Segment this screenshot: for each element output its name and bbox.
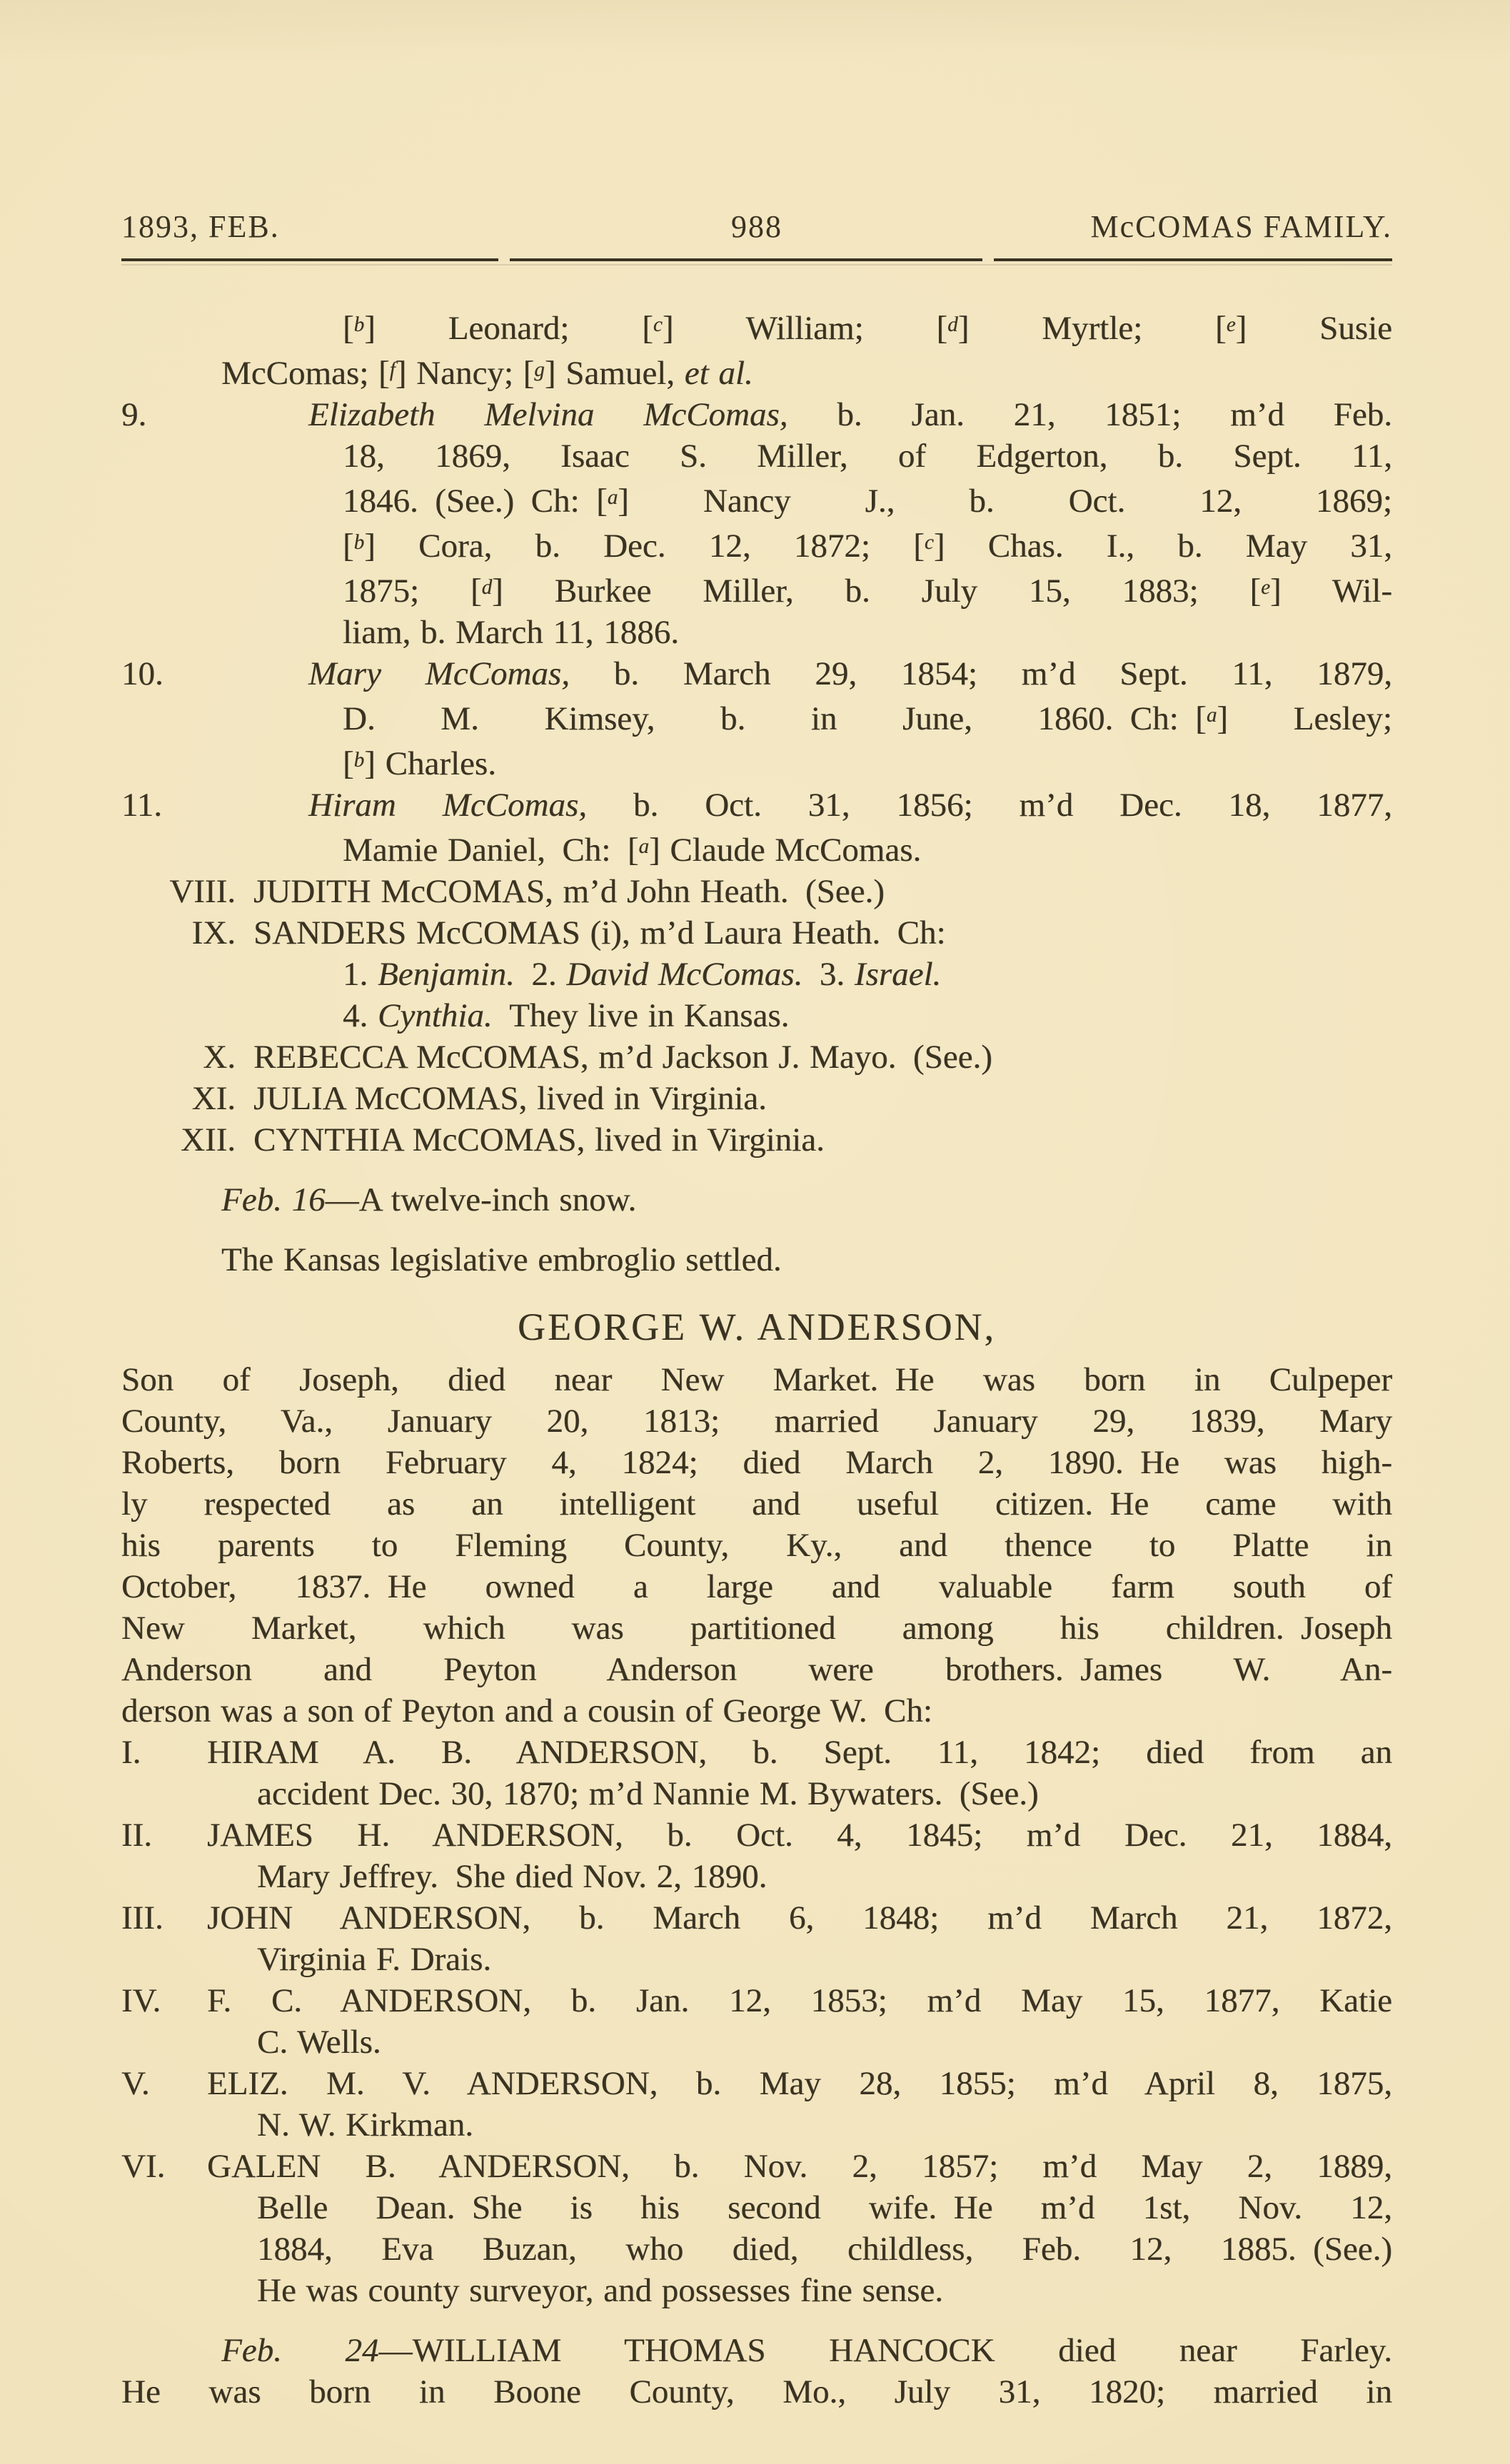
text-run: Virginia F. Drais. xyxy=(257,1941,492,1978)
text-run: liam, b. March 11, 1886. xyxy=(343,614,679,651)
text-run: ] Claude McComas. xyxy=(649,832,922,869)
text-run: 1875; [ xyxy=(343,572,482,610)
text-run: 1846. (See.) Ch: [ xyxy=(343,483,608,520)
text-run: ] Samuel, xyxy=(544,355,685,392)
text-run: [ xyxy=(343,310,354,347)
text-run: McComas; [ xyxy=(221,355,390,392)
section-heading-line xyxy=(121,1302,1392,1352)
entry-label: XII. xyxy=(181,1121,236,1158)
child-letter-superscript: e xyxy=(1261,576,1271,599)
page-number: 988 xyxy=(731,209,782,244)
entry-label: II. xyxy=(121,1817,153,1854)
text-run: ] Nancy; [ xyxy=(395,355,535,392)
entry-i-line xyxy=(121,1773,1392,1814)
text-run: JAMES H. ANDERSON, b. Oct. 4, 1845; m’d Dec. 21, 1884, xyxy=(207,1817,1392,1854)
entry-11-line xyxy=(121,826,1392,871)
text-run: ] Nancy J., b. Oct. 12, 1869; xyxy=(618,483,1392,520)
entry-9-line xyxy=(121,394,1392,435)
child-letter-superscript: d xyxy=(481,576,493,599)
para-george-line xyxy=(121,1566,1392,1607)
text-run: Cynthia. xyxy=(378,997,493,1034)
entry-iv-line xyxy=(121,2021,1392,2063)
text-run: They live in Kansas. xyxy=(492,997,790,1034)
para-george xyxy=(121,1359,1392,1732)
child-letter-superscript: c xyxy=(653,313,663,336)
text-run: et al. xyxy=(684,355,753,392)
entry-9-line xyxy=(121,522,1392,567)
section-heading xyxy=(121,1302,1392,1352)
text-run: David McComas. xyxy=(566,956,803,993)
note-kansas xyxy=(121,1239,1392,1281)
text-run: —WILLIAM THOMAS HANCOCK died near Farley. xyxy=(378,2332,1392,2369)
text-run: 4. xyxy=(343,997,378,1034)
child-letter-superscript: e xyxy=(1226,313,1236,336)
entry-iii-line xyxy=(121,1939,1392,1980)
text-run: JULIA McCOMAS, lived in Virginia. xyxy=(253,1080,767,1117)
text-run: He was born in Boone County, Mo., July 31, 1820; married in xyxy=(121,2373,1392,2410)
text-run: ly respected as an intelligent and useful citizen. He came with xyxy=(121,1485,1392,1523)
text-run: b. Jan. 21, 1851; m’d Feb. xyxy=(787,396,1392,433)
entry-vi-line xyxy=(121,2146,1392,2187)
note-kansas-line xyxy=(121,1239,1392,1281)
text-run: accident Dec. 30, 1870; m’d Nannie M. Bywaters. (See.) xyxy=(257,1775,1039,1812)
child-letter-superscript: c xyxy=(924,531,934,554)
entry-label: 11. xyxy=(121,787,163,824)
text-run: JUDITH McCOMAS, m’d John Heath. (See.) xyxy=(253,873,885,910)
child-letter-superscript: a xyxy=(1206,704,1217,727)
para-continuation xyxy=(121,304,1392,394)
entry-9-line xyxy=(121,567,1392,612)
text-run: b. March 29, 1854; m’d Sept. 11, 1879, xyxy=(569,655,1392,692)
child-letter-superscript: a xyxy=(607,486,618,509)
text-run: 18, 1869, Isaac S. Miller, of Edgerton, b. Sept. 11, xyxy=(343,438,1392,475)
entry-11 xyxy=(121,784,1392,871)
entry-iii xyxy=(121,1897,1392,1980)
note-feb-24 xyxy=(121,2330,1392,2413)
text-run: GEORGE W. ANDERSON, xyxy=(517,1306,997,1348)
text-run: b. Oct. 31, 1856; m’d Dec. 18, 1877, xyxy=(587,787,1393,824)
para-continuation-line xyxy=(121,349,1392,394)
entry-ix-children-line xyxy=(121,995,1392,1036)
entry-viii xyxy=(121,871,1392,912)
note-feb-16-line xyxy=(121,1179,1392,1221)
entry-ii xyxy=(121,1814,1392,1897)
entry-v-line xyxy=(121,2063,1392,2104)
text-run: ELIZ. M. V. ANDERSON, b. May 28, 1855; m’d April 8, 1875, xyxy=(207,2065,1392,2102)
text-run: CYNTHIA McCOMAS, lived in Virginia. xyxy=(253,1121,825,1158)
text-run: Feb. 24 xyxy=(221,2332,379,2369)
text-run: ] Leonard; [ xyxy=(364,310,653,347)
entry-10-line xyxy=(121,695,1392,739)
entry-9 xyxy=(121,394,1392,653)
text-run: JOHN ANDERSON, b. March 6, 1848; m’d March 21, 1872, xyxy=(207,1899,1392,1937)
para-continuation-line xyxy=(121,304,1392,349)
content xyxy=(121,304,1392,2413)
text-run: D. M. Kimsey, b. in June, 1860. Ch: [ xyxy=(343,700,1207,737)
text-run: ] Myrtle; [ xyxy=(957,310,1227,347)
text-run: Roberts, born February 4, 1824; died March 2, 1890. He was high- xyxy=(121,1444,1392,1481)
note-feb-24-line xyxy=(121,2330,1392,2371)
text-run: F. C. ANDERSON, b. Jan. 12, 1853; m’d May 15, 1877, Katie xyxy=(207,1982,1392,2019)
text-run: C. Wells. xyxy=(257,2024,381,2061)
entry-x xyxy=(121,1036,1392,1078)
entry-label: IX. xyxy=(191,914,236,951)
text-run: Anderson and Peyton Anderson were brothers. James W. An- xyxy=(121,1651,1392,1688)
text-run: 1. xyxy=(343,956,378,993)
header-rule xyxy=(121,258,1392,261)
text-run: He was county surveyor, and possesses fine sense. xyxy=(257,2272,944,2309)
text-run: Mamie Daniel, Ch: [ xyxy=(343,832,639,869)
entry-i xyxy=(121,1732,1392,1814)
para-george-line xyxy=(121,1442,1392,1483)
entry-xii xyxy=(121,1119,1392,1161)
para-george-line xyxy=(121,1359,1392,1400)
entry-label: VIII. xyxy=(169,873,236,910)
text-run: Feb. 16 xyxy=(221,1181,326,1218)
header-date: 1893, FEB. xyxy=(121,209,280,244)
text-run: ] William; [ xyxy=(662,310,948,347)
text-run: HIRAM A. B. ANDERSON, b. Sept. 11, 1842; died from an xyxy=(207,1734,1392,1771)
child-letter-superscript: f xyxy=(389,358,396,381)
note-feb-24-line xyxy=(121,2371,1392,2413)
entry-v xyxy=(121,2063,1392,2146)
text-run: N. W. Kirkman. xyxy=(257,2106,473,2144)
entry-viii-line xyxy=(121,871,1392,912)
entry-iii-line xyxy=(121,1897,1392,1939)
running-head xyxy=(121,208,1392,248)
child-letter-superscript: b xyxy=(353,749,365,772)
text-run: Mary Jeffrey. She died Nov. 2, 1890. xyxy=(257,1858,767,1895)
entry-label: III. xyxy=(121,1899,163,1937)
text-run: GALEN B. ANDERSON, b. Nov. 2, 1857; m’d May 2, 1889, xyxy=(207,2148,1392,2185)
entry-10-line xyxy=(121,653,1392,695)
entry-ix-children-line xyxy=(121,954,1392,995)
note-feb-16 xyxy=(121,1179,1392,1221)
text-run: ] Burkee Miller, b. July 15, 1883; [ xyxy=(492,572,1262,610)
entry-label: 10. xyxy=(121,655,163,692)
text-run: ] Susie xyxy=(1235,310,1392,347)
entry-9-line xyxy=(121,435,1392,477)
text-run: 1884, Eva Buzan, who died, childless, Feb. 12, 1885. (See.) xyxy=(257,2231,1392,2268)
entry-vi-line xyxy=(121,2187,1392,2228)
entry-9-line xyxy=(121,612,1392,653)
entry-xi xyxy=(121,1078,1392,1119)
para-george-line xyxy=(121,1525,1392,1566)
text-run: Hiram McComas, xyxy=(308,787,588,824)
entry-iv-line xyxy=(121,1980,1392,2021)
entry-11-line xyxy=(121,784,1392,826)
entry-ii-line xyxy=(121,1814,1392,1856)
text-run: ] Lesley; xyxy=(1217,700,1392,737)
entry-label: V. xyxy=(121,2065,150,2102)
entry-label: VI. xyxy=(121,2148,166,2185)
para-george-line xyxy=(121,1483,1392,1525)
text-run: 3. xyxy=(802,956,855,993)
entry-vi xyxy=(121,2146,1392,2311)
text-run: ] Wil- xyxy=(1270,572,1392,610)
text-run: [ xyxy=(343,527,354,565)
text-run: Benjamin. xyxy=(378,956,515,993)
entry-v-line xyxy=(121,2104,1392,2146)
text-run: Israel. xyxy=(854,956,942,993)
child-letter-superscript: b xyxy=(353,531,365,554)
entry-xii-line xyxy=(121,1119,1392,1161)
text-run: New Market, which was partitioned among his children. Joseph xyxy=(121,1610,1392,1647)
text-run: REBECCA McCOMAS, m’d Jackson J. Mayo. (See.) xyxy=(253,1039,992,1076)
entry-ix-line xyxy=(121,912,1392,954)
entry-xi-line xyxy=(121,1078,1392,1119)
text-run: Mary McComas, xyxy=(308,655,570,692)
entry-iv xyxy=(121,1980,1392,2063)
text-run: ] Cora, b. Dec. 12, 1872; [ xyxy=(364,527,925,565)
text-run: Belle Dean. She is his second wife. He m’d 1st, Nov. 12, xyxy=(257,2189,1392,2226)
entry-label: X. xyxy=(203,1039,236,1076)
entry-ii-line xyxy=(121,1856,1392,1897)
para-george-line xyxy=(121,1649,1392,1690)
entry-10-line xyxy=(121,739,1392,784)
entry-vi-line xyxy=(121,2270,1392,2311)
para-george-line xyxy=(121,1607,1392,1649)
text-run: —A twelve-inch snow. xyxy=(325,1181,637,1218)
entry-9-line xyxy=(121,477,1392,522)
text-run: October, 1837. He owned a large and valuable farm south of xyxy=(121,1568,1392,1605)
child-letter-superscript: d xyxy=(947,313,958,336)
child-letter-superscript: a xyxy=(638,835,650,858)
text-run: Elizabeth Melvina McComas, xyxy=(308,396,788,433)
entry-ix xyxy=(121,912,1392,954)
entry-label: I. xyxy=(121,1734,141,1771)
entry-label: XI. xyxy=(191,1080,236,1117)
text-run: County, Va., January 20, 1813; married January 29, 1839, Mary xyxy=(121,1403,1392,1440)
text-run: [ xyxy=(343,745,354,782)
text-run: his parents to Fleming County, Ky., and thence to Platte in xyxy=(121,1527,1392,1564)
entry-ix-children xyxy=(121,954,1392,1036)
text-run: ] Chas. I., b. May 31, xyxy=(933,527,1392,565)
child-letter-superscript: b xyxy=(353,313,365,336)
text-run: SANDERS McCOMAS (i), m’d Laura Heath. Ch: xyxy=(253,914,946,951)
header-title: McCOMAS FAMILY. xyxy=(1090,209,1392,244)
text-run: Son of Joseph, died near New Market. He was born in Culpeper xyxy=(121,1361,1392,1398)
para-george-line xyxy=(121,1400,1392,1442)
text-run: ] Charles. xyxy=(364,745,496,782)
entry-label: 9. xyxy=(121,396,147,433)
text-run: 2. xyxy=(514,956,567,993)
entry-x-line xyxy=(121,1036,1392,1078)
entry-i-line xyxy=(121,1732,1392,1773)
entry-label: IV. xyxy=(121,1982,161,2019)
text-run: derson was a son of Peyton and a cousin of George W. Ch: xyxy=(121,1692,932,1730)
child-letter-superscript: g xyxy=(534,358,545,381)
entry-vi-line xyxy=(121,2228,1392,2270)
entry-10 xyxy=(121,653,1392,784)
text-run: The Kansas legislative embroglio settled. xyxy=(221,1241,782,1278)
para-george-line xyxy=(121,1690,1392,1732)
